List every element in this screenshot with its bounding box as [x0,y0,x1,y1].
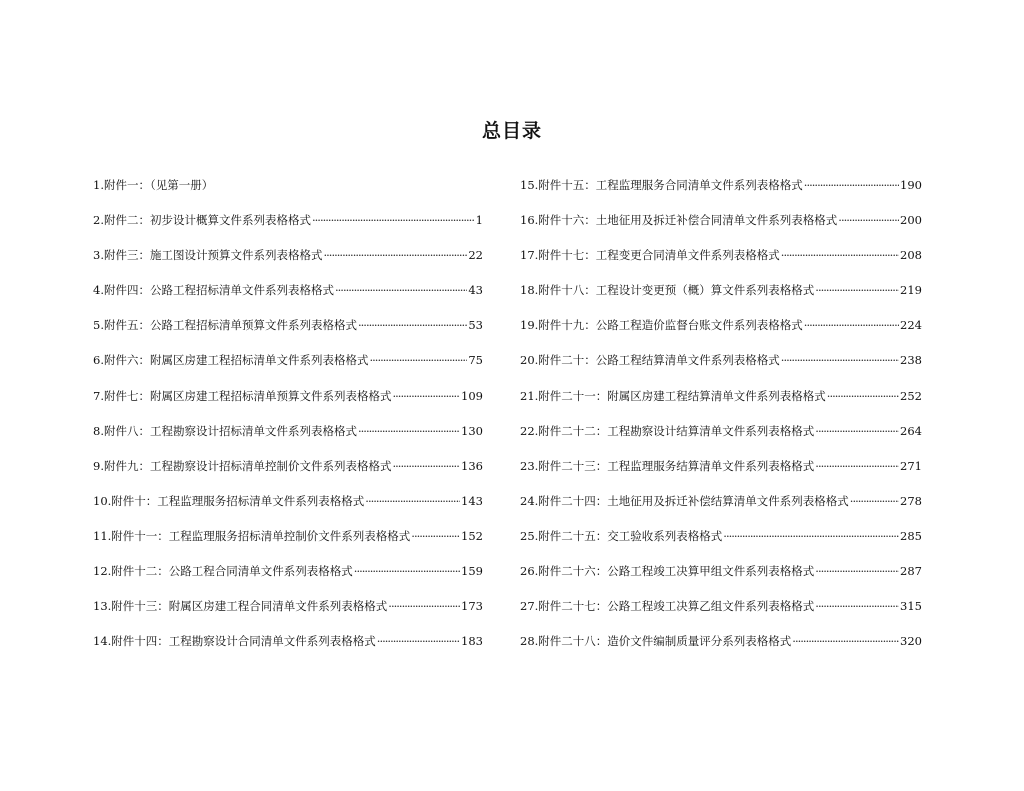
toc-dot-leader [323,244,467,266]
page-title: 总目录 [481,120,542,142]
toc-entry-page: 278 [900,493,922,508]
toc-dot-leader [358,314,467,336]
toc-entry-label: 1.附件一：（见第一册） [93,178,214,192]
toc-entry-page: 173 [461,599,483,614]
toc-entry-label: 17.附件十七：工程变更合同清单文件系列表格格式 [520,248,780,263]
toc-entry-label: 9.附件九：工程勘察设计招标清单控制价文件系列表格格式 [93,458,392,473]
toc-entry[interactable] [520,595,922,630]
toc-entry-page: 224 [900,318,922,333]
toc-entry[interactable] [93,279,483,314]
toc-entry-page: 190 [900,178,922,192]
toc-entry-label: 25.附件二十五：交工验收系列表格格式 [520,528,723,543]
toc-entry[interactable] [520,209,922,244]
toc-dot-leader [411,525,460,547]
toc-entry[interactable] [93,595,483,630]
toc-dot-leader [781,349,899,371]
toc-dot-leader [354,560,460,582]
toc-entry-page: 252 [900,388,922,403]
toc-entry-page: 315 [900,599,922,614]
toc-entry[interactable] [93,560,483,595]
toc-entry-page: 238 [900,353,922,368]
toc-entry-label: 28.附件二十八：造价文件编制质量评分系列表格格式 [520,634,792,649]
toc-dot-leader [792,630,899,652]
toc-entry[interactable] [520,420,922,455]
toc-dot-leader [392,385,460,407]
toc-entry-label: 20.附件二十：公路工程结算清单文件系列表格格式 [520,353,780,368]
toc-entry-label: 14.附件十四：工程勘察设计合同清单文件系列表格格式 [93,634,376,649]
toc-entry-page: 264 [900,423,922,438]
toc-dot-leader [815,420,899,442]
toc-entry[interactable] [520,525,922,560]
toc-entry[interactable] [93,244,483,279]
toc-dot-leader [838,209,899,231]
toc-entry-label: 18.附件十八：工程设计变更预（概）算文件系列表格格式 [520,283,815,298]
toc-entry-page: 130 [461,423,483,438]
toc-entry-page: 183 [461,634,483,649]
toc-entry-label: 21.附件二十一：附属区房建工程结算清单文件系列表格格式 [520,388,826,403]
toc-dot-leader [804,174,899,196]
toc-entry[interactable] [520,244,922,279]
toc-entry[interactable] [520,630,922,665]
toc-entry[interactable] [93,385,483,420]
toc-entry[interactable] [520,490,922,525]
toc-entry-label: 4.附件四：公路工程招标清单文件系列表格格式 [93,283,334,298]
toc-entry-page: 53 [468,318,483,333]
toc-entry[interactable] [93,525,483,560]
toc-dot-leader [377,630,460,652]
toc-entry-label: 5.附件五：公路工程招标清单预算文件系列表格格式 [93,318,357,333]
toc-entry-label: 23.附件二十三：工程监理服务结算清单文件系列表格格式 [520,458,815,473]
toc-entry-page: 109 [461,388,483,403]
toc-entry-label: 12.附件十二：公路工程合同清单文件系列表格格式 [93,564,353,579]
toc-entry[interactable] [93,420,483,455]
toc-entry-page: 143 [461,493,483,508]
toc-entry-label: 11.附件十一：工程监理服务招标清单控制价文件系列表格格式 [93,528,411,543]
toc-dot-leader [369,349,467,371]
toc-entry[interactable] [93,630,483,665]
toc-dot-leader [815,595,899,617]
toc-dot-leader [388,595,460,617]
toc-entry[interactable] [93,490,483,525]
toc-entry-page: 271 [900,458,922,473]
toc-entry-label: 16.附件十六：土地征用及拆迁补偿合同清单文件系列表格格式 [520,213,838,228]
toc-entry-label: 8.附件八：工程勘察设计招标清单文件系列表格格式 [93,423,357,438]
toc-dot-leader [392,455,460,477]
toc-entry-page: 152 [461,528,483,543]
toc-entry[interactable] [520,560,922,595]
toc-dot-leader [365,490,460,512]
toc-entry-label: 27.附件二十七：公路工程竣工决算乙组文件系列表格格式 [520,599,815,614]
toc-entry[interactable] [520,455,922,490]
toc-entry-page: 285 [900,528,922,543]
toc-entry-page: 75 [468,353,483,368]
toc-left-column [93,174,483,665]
toc-entry-label: 13.附件十三：附属区房建工程合同清单文件系列表格格式 [93,599,388,614]
toc-entry[interactable] [520,314,922,349]
toc-dot-leader [781,244,899,266]
toc-entry-page: 219 [900,283,922,298]
toc-entry-page: 287 [900,564,922,579]
toc-entry-page: 208 [900,248,922,263]
toc-entry-label: 26.附件二十六：公路工程竣工决算甲组文件系列表格格式 [520,564,815,579]
toc-entry-label: 19.附件十九：公路工程造价监督台账文件系列表格格式 [520,318,803,333]
toc-entry-label: 3.附件三：施工图设计预算文件系列表格格式 [93,248,323,263]
toc-entry-label: 24.附件二十四：土地征用及拆迁补偿结算清单文件系列表格格式 [520,493,849,508]
toc-dot-leader [358,420,460,442]
toc-entry[interactable] [93,209,483,244]
toc-entry-page: 136 [461,458,483,473]
toc-entry[interactable] [93,174,483,209]
toc-entry-page: 1 [475,213,483,228]
toc-dot-leader [827,385,899,407]
toc-dot-leader [850,490,899,512]
toc-entry-page: 22 [468,248,483,263]
toc-entry-page: 159 [461,564,483,579]
toc-entry-page: 200 [900,213,922,228]
toc-entry-label: 6.附件六：附属区房建工程招标清单文件系列表格格式 [93,353,369,368]
toc-entry[interactable] [520,174,922,209]
toc-entry[interactable] [520,279,922,314]
toc-entry[interactable] [520,349,922,384]
toc-entry-label: 7.附件七：附属区房建工程招标清单预算文件系列表格格式 [93,388,392,403]
toc-dot-leader [815,560,899,582]
toc-entry[interactable] [93,349,483,384]
toc-entry-label: 15.附件十五：工程监理服务合同清单文件系列表格格式 [520,178,803,192]
toc-entry-label: 10.附件十：工程监理服务招标清单文件系列表格格式 [93,493,365,508]
toc-entry-page: 320 [900,634,922,649]
toc-dot-leader [312,209,475,231]
toc-entry[interactable] [93,455,483,490]
toc-entry-label: 2.附件二：初步设计概算文件系列表格格式 [93,213,311,228]
toc-dot-leader [804,314,899,336]
toc-entry-page: 43 [468,283,483,298]
toc-entry[interactable] [520,385,922,420]
toc-dot-leader [723,525,899,547]
toc-entry[interactable] [93,314,483,349]
toc-entry-label: 22.附件二十二：工程勘察设计结算清单文件系列表格格式 [520,423,815,438]
toc-right-column [520,174,922,665]
toc-dot-leader [815,455,899,477]
toc-dot-leader [335,279,467,301]
toc-dot-leader [815,279,899,301]
